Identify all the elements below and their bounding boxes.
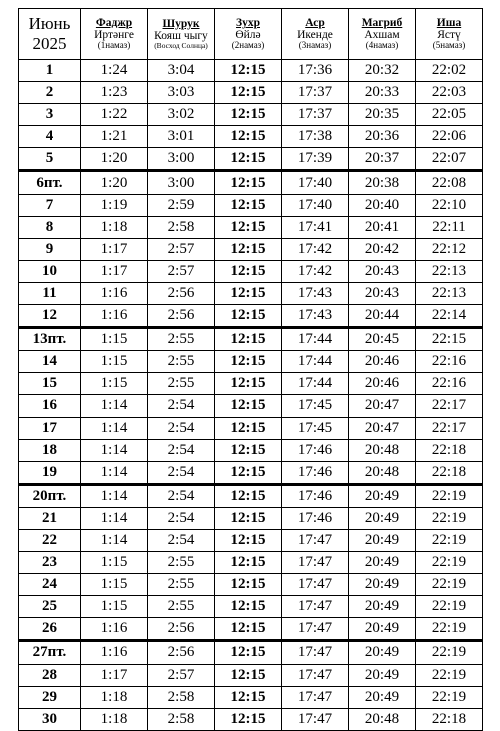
maghrib-time-cell: 20:49 (349, 664, 416, 686)
maghrib-time-cell: 20:49 (349, 618, 416, 641)
fajr-time-cell: 1:15 (81, 373, 148, 395)
isha-time-cell: 22:19 (416, 529, 483, 551)
asr-time-cell: 17:40 (282, 171, 349, 194)
fajr-time-cell: 1:14 (81, 417, 148, 439)
shuruk-time-cell: 2:58 (148, 686, 215, 708)
day-cell: 19 (19, 461, 81, 484)
table-row (19, 148, 483, 171)
fajr-time-cell: 1:15 (81, 596, 148, 618)
zuhr-time-cell: 12:15 (215, 484, 282, 507)
isha-time-cell: 22:19 (416, 574, 483, 596)
shuruk-time-cell: 2:54 (148, 529, 215, 551)
prayer-subtitle: (2намаз) (231, 40, 265, 51)
maghrib-time-cell: 20:48 (349, 461, 416, 484)
maghrib-time-cell: 20:48 (349, 708, 416, 730)
shuruk-time-cell: 2:58 (148, 708, 215, 730)
table-row (19, 82, 483, 104)
fajr-time-cell: 1:18 (81, 708, 148, 730)
asr-time-cell: 17:36 (282, 60, 349, 82)
zuhr-time-cell: 12:15 (215, 664, 282, 686)
day-cell: 6пт. (19, 171, 81, 194)
isha-time-cell: 22:19 (416, 618, 483, 641)
isha-time-cell: 22:14 (416, 305, 483, 328)
asr-time-cell: 17:47 (282, 708, 349, 730)
asr-time-cell: 17:38 (282, 126, 349, 148)
asr-time-cell: 17:47 (282, 529, 349, 551)
zuhr-time-cell: 12:15 (215, 552, 282, 574)
asr-time-cell: 17:47 (282, 664, 349, 686)
isha-time-cell: 22:18 (416, 439, 483, 461)
maghrib-time-cell: 20:46 (349, 373, 416, 395)
isha-time-cell: 22:03 (416, 82, 483, 104)
fajr-time-cell: 1:14 (81, 395, 148, 417)
zuhr-time-cell: 12:15 (215, 596, 282, 618)
day-cell: 15 (19, 373, 81, 395)
fajr-time-cell: 1:24 (81, 60, 148, 82)
shuruk-time-cell: 2:57 (148, 664, 215, 686)
prayer-subtitle: (3намаз) (298, 40, 332, 51)
prayer-name: Магриб (361, 17, 403, 30)
day-cell: 2 (19, 82, 81, 104)
table-row (19, 574, 483, 596)
asr-time-cell: 17:44 (282, 373, 349, 395)
year-label: 2025 (32, 34, 67, 53)
zuhr-time-cell: 12:15 (215, 618, 282, 641)
day-cell: 13пт. (19, 328, 81, 351)
fajr-time-cell: 1:17 (81, 664, 148, 686)
header-maghrib (349, 9, 416, 60)
fajr-time-cell: 1:14 (81, 461, 148, 484)
asr-time-cell: 17:44 (282, 351, 349, 373)
shuruk-time-cell: 2:54 (148, 507, 215, 529)
table-row (19, 126, 483, 148)
maghrib-time-cell: 20:49 (349, 574, 416, 596)
prayer-tatar-name: Ястү (437, 29, 461, 42)
zuhr-time-cell: 12:15 (215, 641, 282, 664)
day-cell: 21 (19, 507, 81, 529)
table-body (19, 60, 483, 731)
header-shuruk (148, 9, 215, 60)
day-cell: 11 (19, 282, 81, 304)
zuhr-time-cell: 12:15 (215, 216, 282, 238)
isha-time-cell: 22:19 (416, 484, 483, 507)
day-cell: 3 (19, 104, 81, 126)
table-row (19, 305, 483, 328)
prayer-tatar-name: Иртәнге (94, 29, 134, 42)
table-row (19, 618, 483, 641)
asr-time-cell: 17:45 (282, 395, 349, 417)
zuhr-time-cell: 12:15 (215, 708, 282, 730)
zuhr-time-cell: 12:15 (215, 373, 282, 395)
zuhr-time-cell: 12:15 (215, 238, 282, 260)
table-row (19, 596, 483, 618)
maghrib-time-cell: 20:38 (349, 171, 416, 194)
maghrib-time-cell: 20:48 (349, 439, 416, 461)
isha-time-cell: 22:12 (416, 238, 483, 260)
day-cell: 26 (19, 618, 81, 641)
zuhr-time-cell: 12:15 (215, 82, 282, 104)
zuhr-time-cell: 12:15 (215, 282, 282, 304)
fajr-time-cell: 1:14 (81, 529, 148, 551)
table-row (19, 194, 483, 216)
zuhr-time-cell: 12:15 (215, 104, 282, 126)
maghrib-time-cell: 20:45 (349, 328, 416, 351)
shuruk-time-cell: 2:56 (148, 618, 215, 641)
shuruk-time-cell: 2:55 (148, 351, 215, 373)
table-row (19, 351, 483, 373)
zuhr-time-cell: 12:15 (215, 529, 282, 551)
zuhr-time-cell: 12:15 (215, 305, 282, 328)
maghrib-time-cell: 20:32 (349, 60, 416, 82)
day-cell: 30 (19, 708, 81, 730)
fajr-time-cell: 1:14 (81, 484, 148, 507)
prayer-name: Зухр (236, 17, 260, 30)
shuruk-time-cell: 2:54 (148, 439, 215, 461)
maghrib-time-cell: 20:43 (349, 282, 416, 304)
isha-time-cell: 22:19 (416, 686, 483, 708)
fajr-time-cell: 1:15 (81, 351, 148, 373)
asr-time-cell: 17:37 (282, 82, 349, 104)
header-fajr (81, 9, 148, 60)
isha-time-cell: 22:13 (416, 282, 483, 304)
prayer-name: Иша (436, 17, 462, 30)
zuhr-time-cell: 12:15 (215, 507, 282, 529)
fajr-time-cell: 1:16 (81, 618, 148, 641)
isha-time-cell: 22:13 (416, 260, 483, 282)
isha-time-cell: 22:19 (416, 552, 483, 574)
maghrib-time-cell: 20:49 (349, 529, 416, 551)
table-row (19, 552, 483, 574)
table-row (19, 507, 483, 529)
asr-time-cell: 17:37 (282, 104, 349, 126)
asr-time-cell: 17:46 (282, 461, 349, 484)
zuhr-time-cell: 12:15 (215, 60, 282, 82)
asr-time-cell: 17:45 (282, 417, 349, 439)
shuruk-time-cell: 3:00 (148, 171, 215, 194)
zuhr-time-cell: 12:15 (215, 686, 282, 708)
zuhr-time-cell: 12:15 (215, 148, 282, 171)
table-row (19, 60, 483, 82)
zuhr-time-cell: 12:15 (215, 328, 282, 351)
shuruk-time-cell: 2:55 (148, 328, 215, 351)
shuruk-time-cell: 3:03 (148, 82, 215, 104)
fajr-time-cell: 1:15 (81, 552, 148, 574)
asr-time-cell: 17:46 (282, 484, 349, 507)
fajr-time-cell: 1:15 (81, 328, 148, 351)
day-cell: 10 (19, 260, 81, 282)
fajr-time-cell: 1:18 (81, 216, 148, 238)
header-zuhr (215, 9, 282, 60)
zuhr-time-cell: 12:15 (215, 417, 282, 439)
maghrib-time-cell: 20:43 (349, 260, 416, 282)
day-cell: 28 (19, 664, 81, 686)
shuruk-time-cell: 2:54 (148, 395, 215, 417)
table-row (19, 238, 483, 260)
asr-time-cell: 17:42 (282, 238, 349, 260)
isha-time-cell: 22:11 (416, 216, 483, 238)
maghrib-time-cell: 20:40 (349, 194, 416, 216)
day-cell: 17 (19, 417, 81, 439)
asr-time-cell: 17:46 (282, 439, 349, 461)
table-row (19, 328, 483, 351)
asr-time-cell: 17:44 (282, 328, 349, 351)
table-row (19, 686, 483, 708)
fajr-time-cell: 1:20 (81, 171, 148, 194)
table-row (19, 104, 483, 126)
fajr-time-cell: 1:17 (81, 260, 148, 282)
header-asr (282, 9, 349, 60)
fajr-time-cell: 1:22 (81, 104, 148, 126)
asr-time-cell: 17:47 (282, 574, 349, 596)
fajr-time-cell: 1:16 (81, 641, 148, 664)
isha-time-cell: 22:17 (416, 417, 483, 439)
header-isha (416, 9, 483, 60)
isha-time-cell: 22:19 (416, 641, 483, 664)
asr-time-cell: 17:41 (282, 216, 349, 238)
fajr-time-cell: 1:18 (81, 686, 148, 708)
isha-time-cell: 22:17 (416, 395, 483, 417)
maghrib-time-cell: 20:33 (349, 82, 416, 104)
zuhr-time-cell: 12:15 (215, 260, 282, 282)
prayer-tatar-name: Өйлә (235, 29, 261, 42)
shuruk-time-cell: 2:56 (148, 282, 215, 304)
table-row (19, 708, 483, 730)
isha-time-cell: 22:08 (416, 171, 483, 194)
maghrib-time-cell: 20:47 (349, 417, 416, 439)
maghrib-time-cell: 20:46 (349, 351, 416, 373)
isha-time-cell: 22:16 (416, 351, 483, 373)
isha-time-cell: 22:16 (416, 373, 483, 395)
day-cell: 24 (19, 574, 81, 596)
table-row (19, 171, 483, 194)
asr-time-cell: 17:40 (282, 194, 349, 216)
prayer-name: Шурук (162, 18, 200, 30)
table-row (19, 664, 483, 686)
prayer-name: Аср (305, 17, 325, 30)
shuruk-time-cell: 2:55 (148, 552, 215, 574)
prayer-name: Фаджр (95, 17, 133, 30)
isha-time-cell: 22:15 (416, 328, 483, 351)
table-row (19, 529, 483, 551)
asr-time-cell: 17:43 (282, 282, 349, 304)
asr-time-cell: 17:47 (282, 686, 349, 708)
day-cell: 23 (19, 552, 81, 574)
zuhr-time-cell: 12:15 (215, 439, 282, 461)
isha-time-cell: 22:06 (416, 126, 483, 148)
shuruk-time-cell: 2:58 (148, 216, 215, 238)
maghrib-time-cell: 20:49 (349, 552, 416, 574)
maghrib-time-cell: 20:47 (349, 395, 416, 417)
maghrib-time-cell: 20:49 (349, 507, 416, 529)
shuruk-time-cell: 2:54 (148, 417, 215, 439)
day-cell: 16 (19, 395, 81, 417)
isha-time-cell: 22:19 (416, 664, 483, 686)
day-cell: 4 (19, 126, 81, 148)
shuruk-time-cell: 2:59 (148, 194, 215, 216)
day-cell: 22 (19, 529, 81, 551)
shuruk-time-cell: 3:02 (148, 104, 215, 126)
prayer-subtitle: (Восход Солнца) (154, 41, 208, 51)
fajr-time-cell: 1:16 (81, 282, 148, 304)
shuruk-time-cell: 2:55 (148, 373, 215, 395)
maghrib-time-cell: 20:49 (349, 596, 416, 618)
maghrib-time-cell: 20:42 (349, 238, 416, 260)
zuhr-time-cell: 12:15 (215, 574, 282, 596)
maghrib-time-cell: 20:41 (349, 216, 416, 238)
fajr-time-cell: 1:21 (81, 126, 148, 148)
table-row (19, 484, 483, 507)
shuruk-time-cell: 2:55 (148, 596, 215, 618)
day-cell: 5 (19, 148, 81, 171)
table-header (19, 9, 483, 60)
shuruk-time-cell: 2:57 (148, 238, 215, 260)
day-cell: 1 (19, 60, 81, 82)
shuruk-time-cell: 2:55 (148, 574, 215, 596)
maghrib-time-cell: 20:49 (349, 641, 416, 664)
prayer-tatar-name: Ахшам (364, 29, 400, 42)
asr-time-cell: 17:42 (282, 260, 349, 282)
asr-time-cell: 17:47 (282, 552, 349, 574)
table-row (19, 395, 483, 417)
shuruk-time-cell: 2:56 (148, 305, 215, 328)
day-cell: 7 (19, 194, 81, 216)
table-row (19, 439, 483, 461)
table-row (19, 641, 483, 664)
fajr-time-cell: 1:20 (81, 148, 148, 171)
isha-time-cell: 22:18 (416, 708, 483, 730)
fajr-time-cell: 1:14 (81, 507, 148, 529)
zuhr-time-cell: 12:15 (215, 194, 282, 216)
day-cell: 25 (19, 596, 81, 618)
fajr-time-cell: 1:17 (81, 238, 148, 260)
shuruk-time-cell: 2:54 (148, 461, 215, 484)
day-cell: 12 (19, 305, 81, 328)
day-cell: 29 (19, 686, 81, 708)
zuhr-time-cell: 12:15 (215, 461, 282, 484)
zuhr-time-cell: 12:15 (215, 126, 282, 148)
isha-time-cell: 22:18 (416, 461, 483, 484)
isha-time-cell: 22:10 (416, 194, 483, 216)
day-cell: 20пт. (19, 484, 81, 507)
prayer-tatar-name: Кояш чыгу (154, 30, 208, 43)
shuruk-time-cell: 2:54 (148, 484, 215, 507)
isha-time-cell: 22:02 (416, 60, 483, 82)
month-year-cell (19, 9, 81, 60)
shuruk-time-cell: 2:56 (148, 641, 215, 664)
isha-time-cell: 22:07 (416, 148, 483, 171)
zuhr-time-cell: 12:15 (215, 351, 282, 373)
day-cell: 8 (19, 216, 81, 238)
asr-time-cell: 17:47 (282, 618, 349, 641)
asr-time-cell: 17:43 (282, 305, 349, 328)
shuruk-time-cell: 3:01 (148, 126, 215, 148)
isha-time-cell: 22:19 (416, 596, 483, 618)
table-row (19, 417, 483, 439)
fajr-time-cell: 1:16 (81, 305, 148, 328)
shuruk-time-cell: 3:04 (148, 60, 215, 82)
fajr-time-cell: 1:14 (81, 439, 148, 461)
zuhr-time-cell: 12:15 (215, 395, 282, 417)
asr-time-cell: 17:39 (282, 148, 349, 171)
month-label: Июнь (28, 13, 71, 33)
table-row (19, 216, 483, 238)
fajr-time-cell: 1:19 (81, 194, 148, 216)
isha-time-cell: 22:05 (416, 104, 483, 126)
prayer-tatar-name: Икенде (297, 29, 333, 42)
asr-time-cell: 17:46 (282, 507, 349, 529)
table-row (19, 373, 483, 395)
maghrib-time-cell: 20:49 (349, 686, 416, 708)
table-row (19, 282, 483, 304)
maghrib-time-cell: 20:49 (349, 484, 416, 507)
day-cell: 18 (19, 439, 81, 461)
table-row (19, 260, 483, 282)
shuruk-time-cell: 3:00 (148, 148, 215, 171)
day-cell: 27пт. (19, 641, 81, 664)
maghrib-time-cell: 20:37 (349, 148, 416, 171)
shuruk-time-cell: 2:57 (148, 260, 215, 282)
prayer-times-table (18, 8, 483, 731)
prayer-subtitle: (5намаз) (432, 40, 466, 51)
asr-time-cell: 17:47 (282, 641, 349, 664)
day-cell: 9 (19, 238, 81, 260)
zuhr-time-cell: 12:15 (215, 171, 282, 194)
day-cell: 14 (19, 351, 81, 373)
prayer-subtitle: (4намаз) (365, 40, 399, 51)
maghrib-time-cell: 20:36 (349, 126, 416, 148)
isha-time-cell: 22:19 (416, 507, 483, 529)
maghrib-time-cell: 20:44 (349, 305, 416, 328)
asr-time-cell: 17:47 (282, 596, 349, 618)
prayer-subtitle: (1намаз) (97, 40, 131, 51)
table-row (19, 461, 483, 484)
fajr-time-cell: 1:15 (81, 574, 148, 596)
maghrib-time-cell: 20:35 (349, 104, 416, 126)
fajr-time-cell: 1:23 (81, 82, 148, 104)
